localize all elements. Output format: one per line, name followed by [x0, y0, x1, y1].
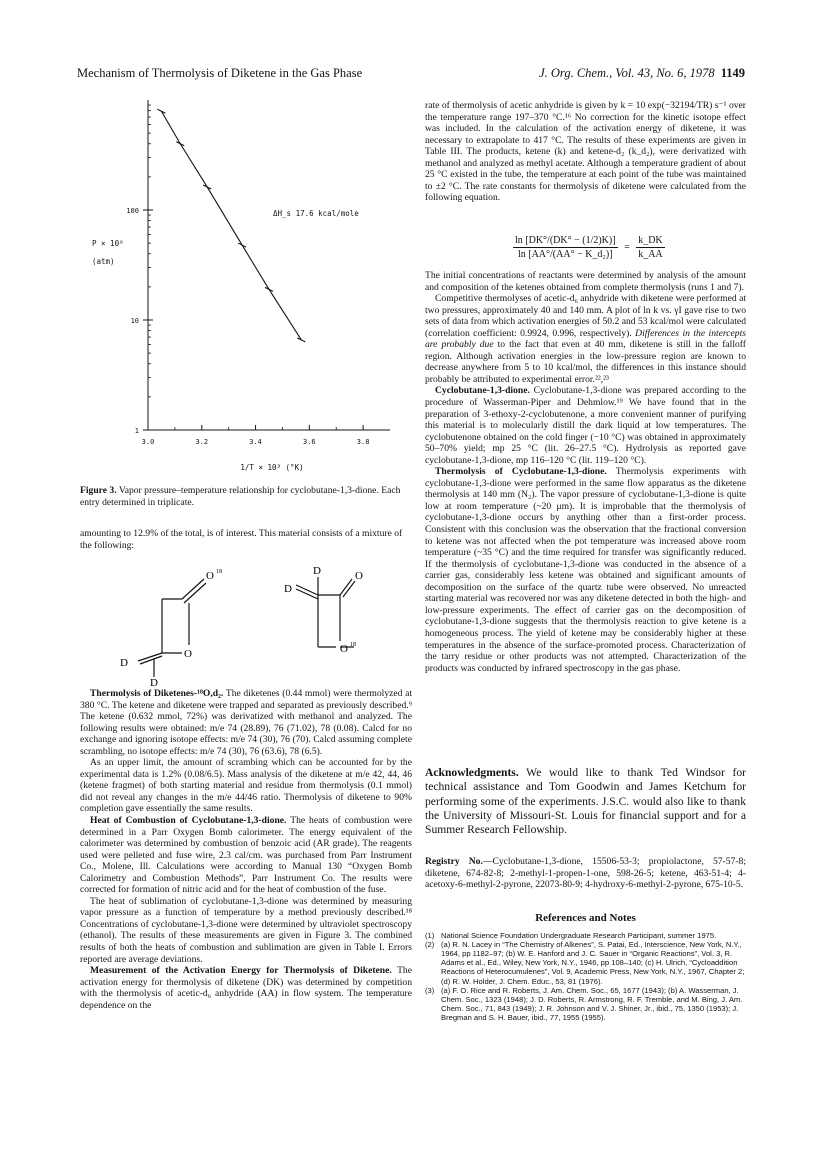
subhead-thermolysis-cyclobutanedione: Thermolysis of Cyclobutane-1,3-dione. [435, 466, 607, 478]
rate-equation [425, 235, 746, 265]
s2-oxygen: O [355, 570, 363, 582]
s2-deuterium-top: D [313, 565, 321, 577]
running-title: Mechanism of Thermolysis of Diketene in the Gas Phase [77, 66, 363, 80]
x-tick-label: 3.4 [249, 438, 262, 446]
paragraph-initial-concentrations: The initial concentrations of reactants were determined by analysis of the amount and composition of the ketenes obtained from complete thermolysis (runs 1 and 7). [425, 270, 746, 293]
paragraph-acetic-anhydride-rate: rate of thermolysis of acetic anhydride is given by k = 10 exp(−32194/TR) s⁻¹ over the temperature range 197–370 °C.¹⁶ No correction for the kinetic isotope effect was included. In the calculation of the activation energy of diketene, it was necessary to extrapolate to 417 °C. The results of these experiments are given in Table III. The products, ketene (k) and ketene-d₂ (k_d₂), were derivatized with methanol and analyzed as methyl acetate. Although a temperature gradient of about 25 °C existed in the tube, the temperature at each point of the tube was maintained to ±2 °C. The rate constants for thermolysis of diketene were calculated from the following equation. [425, 100, 746, 204]
equation-rhs [636, 235, 664, 260]
reference-text: (a) R. N. Lacey in “The Chemistry of Alkenes”, S. Patai, Ed., Interscience, New York, N.Y., 1964, pp 1182–97; (b) W. E. Hanford and J. C. Sauer in “Organic Reactions”, Vol. 3, R. Adams et al., Ed., Wiley, New York, N.Y., 1946, pp 108–140; (c) H. Ulrich, “Cycloaddition Reactions of Heterocumulenes”, Vol. 9, Academic Press, New York, N.Y., 1967, Chapter 2; (d) R. W. Holder, J. Chem. Educ., 53, 81 (1976). [441, 940, 745, 986]
figure-3-caption-text: Vapor pressure–temperature relationship for cyclobutane-1,3-dione. Each entry determined in triplicate. [80, 485, 401, 508]
subhead-activation-energy: Measurement of the Activation Energy for Thermolysis of Diketene. [90, 965, 392, 977]
figure-3 [92, 92, 400, 482]
equation-rhs-denominator: k_AA [638, 249, 663, 260]
data-point [203, 185, 211, 189]
paragraph-heat-combustion: Heat of Combustion of Cyclobutane-1,3-dione. The heats of combustion were determined in a Parr Oxygen Bomb calorimeter. The energy equivalent of the calorimeter was determined by combustion of benzoic acid (AR grade). The reagents used were pelleted and fuse wire, 2.3 cal/cm. was purchased from Parr Instrument Co., Molene, Ill. Calculations were according to Manual 130 “Oxygen Bomb Calorimetry and Combustion Methods”, Parr Instrument Co. The results were corrected for formation of nitric acid and for the heat of combustion of the fuse. [80, 815, 412, 896]
s2-isotope: 18 [350, 642, 356, 648]
left-intro-text: amounting to 12.9% of the total, is of interest. This material consists of a mixture of the following: [80, 528, 403, 551]
left-column-body [80, 688, 412, 1011]
s1-oxygen-top: O [206, 570, 214, 582]
figure-3-marks [157, 109, 305, 342]
y-axis-unit: (atm) [92, 257, 115, 266]
paragraph-upper-limit: As an upper limit, the amount of scrambing which can be accounted for by the experimental data is 1.2% (0.08/6.5). Mass analysis of the diketene at m/e 42, 44, 46 (ketene fragmet) of both starting material and residue from thermolysis (0.1 mmol) did not reveal any changes in the m/e 44/46 ratio. Thermolysis of diketene to 90% completion gave essentially the same results. [80, 757, 412, 815]
structure-1 [138, 579, 206, 677]
subhead-cyclobutanedione: Cyclobutane-1,3-dione. [435, 385, 530, 397]
y-tick-label: 1 [134, 427, 139, 435]
data-point [238, 243, 246, 247]
structure-2 [296, 577, 355, 647]
s1-deuterium-bottom: D [150, 677, 158, 689]
figure-3-caption [80, 485, 410, 508]
y-tick-label: 10 [130, 317, 139, 325]
subhead-heat-combustion: Heat of Combustion of Cyclobutane-1,3-dione. [90, 815, 287, 827]
paragraph-competitive-thermolyses: Competitive thermolyses of acetic-d₆ anhydride with diketene were performed at two pressures, approximately 40 and 140 mm. A plot of ln k vs. γI gave rise to two sets of data from which activation energies of 50.2 and 53 kcal/mol were calculated (correlation coefficient: 0.9924, 0.996, respectively). Differences in the intercepts are probably due to the fact that even at 40 mm, diketene is still in the falloff region. Although activation energies in the low-pressure region are known to decrease anywhere from 5 to 10 kcal/mol, the differences in this instance should probably be attributed to experimental error.²²,²³ [425, 293, 746, 385]
equation-lhs-numerator: ln [DK°/(DK° − (1/2)K)] [515, 235, 616, 246]
y-axis-label: P × 10⁶ [92, 239, 124, 248]
paragraph-activation-energy: Measurement of the Activation Energy for Thermolysis of Diketene. The activation energy for thermolysis of diketene (DK) was determined by competition with the thermolysis of acetic-d₆ anhydride (AA) in flow system. The temperature dependence on the [80, 965, 412, 1011]
figure-3-plot [92, 92, 400, 482]
equation-rhs-numerator: k_DK [638, 235, 663, 246]
journal-name: J. Org. Chem., Vol. 43, No. 6, 1978 [539, 66, 715, 80]
reference-text: (a) F. O. Rice and R. Roberts, J. Am. Chem. Soc., 65, 1677 (1943); (b) A. Wasserman, J. Chem. Soc., 1323 (1948); J. D. Roberts, R. Armstrong, R. F. Tremble, and M. Bing, J. Am. Chem. Soc., 71, 843 (1949); J. R. Johnson and V. J. Shiner, Jr., ibid., 75, 1350 (1953); J. Bregman and S. H. Bauer, ibid., 77, 1955 (1955). [441, 985, 743, 1022]
reference-item [425, 986, 746, 1022]
enthalpy-annotation: ΔH_s 17.6 kcal/mole [273, 209, 359, 218]
acknowledgments-head: Acknowledgments. [425, 766, 519, 779]
s1-isotope: 18 [216, 569, 222, 575]
x-tick-label: 3.6 [303, 438, 316, 446]
references-title: References and Notes [535, 912, 636, 924]
data-point [157, 109, 165, 113]
reference-text: National Science Foundation Undergraduate Research Participant, summer 1975. [441, 931, 717, 940]
paragraph-cyclobutanedione: Cyclobutane-1,3-dione. Cyclobutane-1,3-dione was prepared according to the procedure of Wasserman-Piper and Dehmlow.¹⁹ We have found that in the preparation of 3-ethoxy-2-cyclobutenone, a more convenient manner of purifying this material is to molecularly distill the dark liquid at low temperatures. The cyclobutenone obtained on the cold finger (−10 °C) was obtained in approximately 50–70% yield; mp 25 °C (lit. 26–27.5 °C). Hydrolysis as reported gave cyclobutane-1,3-dione, mp 116–120 °C (lit. 119–120 °C). [425, 385, 746, 466]
acknowledgments-body: We would like to thank Ted Windsor for technical assistance and Tom Goodwin and James Ketchum for performing some of the experiments. J.S.C. would also like to thank the University of Missouri-St. Louis for financial support and for a Summer Research Fellowship. [425, 766, 746, 836]
equation-lhs [513, 235, 618, 260]
x-tick-label: 3.2 [195, 438, 209, 446]
x-tick-label: 3.0 [141, 438, 155, 446]
registry-body: —Cyclobutane-1,3-dione, 15506-53-3; propiolactone, 57-57-8; diketene, 674-82-8; 2-methyl-1-propen-1-one, 598-26-5; ketene, 463-51-4; 4-acetoxy-6-methyl-2-pyrone, 22073-80-9; 4-hydroxy-6-methyl-2-pyrone, 675-10-5. [425, 856, 746, 891]
references-list [425, 931, 746, 1022]
equation-lhs-denominator: ln [AA°/(AA° − K_d₂)] [517, 249, 613, 260]
journal-citation [539, 66, 745, 81]
paragraph-heat-sublimation: The heat of sublimation of cyclobutane-1,3-dione was determined by measuring vapor pressure as a function of temperature by a method previously described.¹⁸ Concentrations of cyclobutane-1,3-dione were determined by ultraviolet spectroscopy (ethanol). The results of these measurements are given in Figure 3. The combined results of both the heats of combustion and sublimation are given in Table I. Errors reported are average deviations. [80, 895, 412, 965]
left-intro-paragraph [80, 528, 412, 551]
vapor-pressure-line [161, 111, 301, 340]
s1-ring-oxygen: O [184, 648, 192, 660]
right-column-body [425, 270, 746, 674]
equation-equals: = [624, 242, 630, 253]
x-axis-label: 1/T × 10³ (°K) [240, 463, 304, 472]
right-column-top [425, 100, 746, 204]
figure-3-caption-label: Figure 3. [80, 485, 117, 496]
data-point [176, 142, 184, 146]
x-tick-label: 3.8 [356, 438, 370, 446]
paragraph-thermolysis-diketenes: Thermolysis of Diketenes-¹⁸O,d₂. The diketenes (0.44 mmol) were thermolyzed at 380 °C. The ketene and diketene were trapped and separated as previously described.⁹ The ketene (0.632 mmol, 72%) was derivatized with methanol and analyzed. The following results were obtained: m/e 74 (28.89), 76 (71.02), 78 (0.08). Calcd for no exchange and ignoring isotope effects: m/e 74 (30), 76 (70). Calcd assuming complete scrambling, no isotope effects: m/e 74 (30), 76 (63.6), 78 (6.5). [80, 688, 413, 757]
y-tick-label: 100 [126, 207, 139, 215]
figure-3-axes [92, 100, 390, 472]
data-point [297, 338, 305, 342]
equation-row [513, 235, 665, 260]
page-number: 1149 [720, 66, 745, 80]
data-point [265, 287, 273, 291]
s2-deuterium-left: D [284, 583, 292, 595]
s1-deuterium-left: D [120, 657, 128, 669]
reference-item [425, 940, 746, 986]
reference-number: (2) [425, 940, 435, 950]
paragraph-thermolysis-cyclobutanedione: Thermolysis of Cyclobutane-1,3-dione. Thermolysis experiments with cyclobutane-1,3-dione were performed in the same flow apparatus as the diketene thermolysis at 140 mm (N₂). The vapor pressure of cyclobutane-1,3-dione is quite low at room temperature (~20 μm). It is improbable that the thermolysis of cyclobutane-1,3-dione occurs by anything other than a first-order process. Consistent with this conclusion was the observation that the fractional conversion to ketene was not affected when the pot temperature was increased above room temperature (~35 °C) and the time required for transfer was significantly reduced. If the thermolysis of cyclobutane-1,3-dione was conducted in the absence of a carrier gas, considerably less ketene was obtained and significant amounts of decomposition on the surface of the quartz tube were observed. No unreacted starting material was recovered nor was any diketene detected in both the high- and low-pressure experiments. The effect of carrier gas on the decomposition of cyclobutane-1,3-dione suggests that the thermolysis reaction to give ketene is a homogeneous process. The yield of ketene may be considerably higher at these temperatures in the absence of the surface-promoted process. Characterization of the tarry residue or other products was not attempted. Characterization of the products was conducted by infrared spectroscopy in the gas phase. [425, 466, 747, 674]
subhead-thermolysis-diketenes: Thermolysis of Diketenes-¹⁸O,d₂. [90, 688, 224, 699]
reference-number: (3) [425, 985, 435, 995]
structure-drawing [100, 565, 400, 689]
registry-numbers [425, 856, 746, 891]
acknowledgments [425, 766, 746, 837]
reference-number: (1) [425, 931, 435, 940]
diketene-structures [100, 565, 400, 689]
registry-head: Registry No. [425, 856, 483, 867]
s2-ring-oxygen: O [340, 643, 348, 655]
reference-item [425, 931, 746, 940]
